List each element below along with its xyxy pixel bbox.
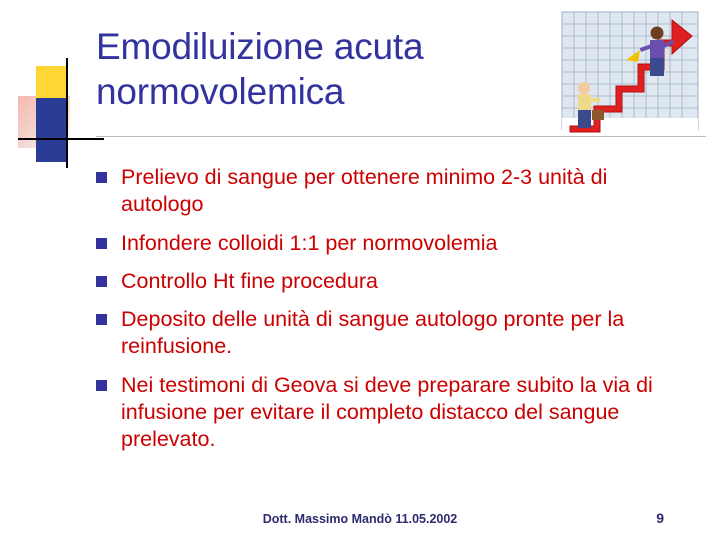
list-item [96, 372, 676, 454]
businessmen-climbing-red-arrow-chart-icon [554, 6, 706, 138]
list-item [96, 164, 676, 219]
list-item-text: Deposito delle unità di sangue autologo pronte per la reinfusione. [121, 307, 625, 359]
list-item-text: Controllo Ht fine procedura [121, 268, 378, 293]
bullet-square-icon [96, 314, 107, 325]
logo-blue-square-lower [36, 130, 68, 162]
slide-title: Emodiluizione acuta normovolemica [96, 26, 424, 113]
bullet-square-icon [96, 172, 107, 183]
list-item [96, 230, 676, 257]
logo-yellow-square [36, 66, 68, 98]
bullet-list [96, 164, 676, 465]
list-item-text: Infondere colloidi 1:1 per normovolemia [121, 230, 498, 255]
list-item-text: Prelievo di sangue per ottenere minimo 2-3 unità di autologo [121, 165, 608, 217]
bullet-square-icon [96, 238, 107, 249]
bullet-square-icon [96, 380, 107, 391]
decorative-logo [18, 58, 104, 168]
list-item [96, 306, 676, 361]
list-item [96, 268, 676, 295]
logo-vertical-bar [66, 58, 68, 168]
logo-horizontal-bar [18, 138, 104, 140]
logo-blue-square [36, 98, 68, 130]
footer-author: Dott. Massimo Mandò 11.05.2002 [262, 512, 458, 526]
footer-page-number: 9 [656, 510, 664, 526]
bullet-square-icon [96, 276, 107, 287]
list-item-text: Nei testimoni di Geova si deve preparare subito la via di infusione per evitare il completo distacco del sangue prelevato. [121, 372, 653, 452]
